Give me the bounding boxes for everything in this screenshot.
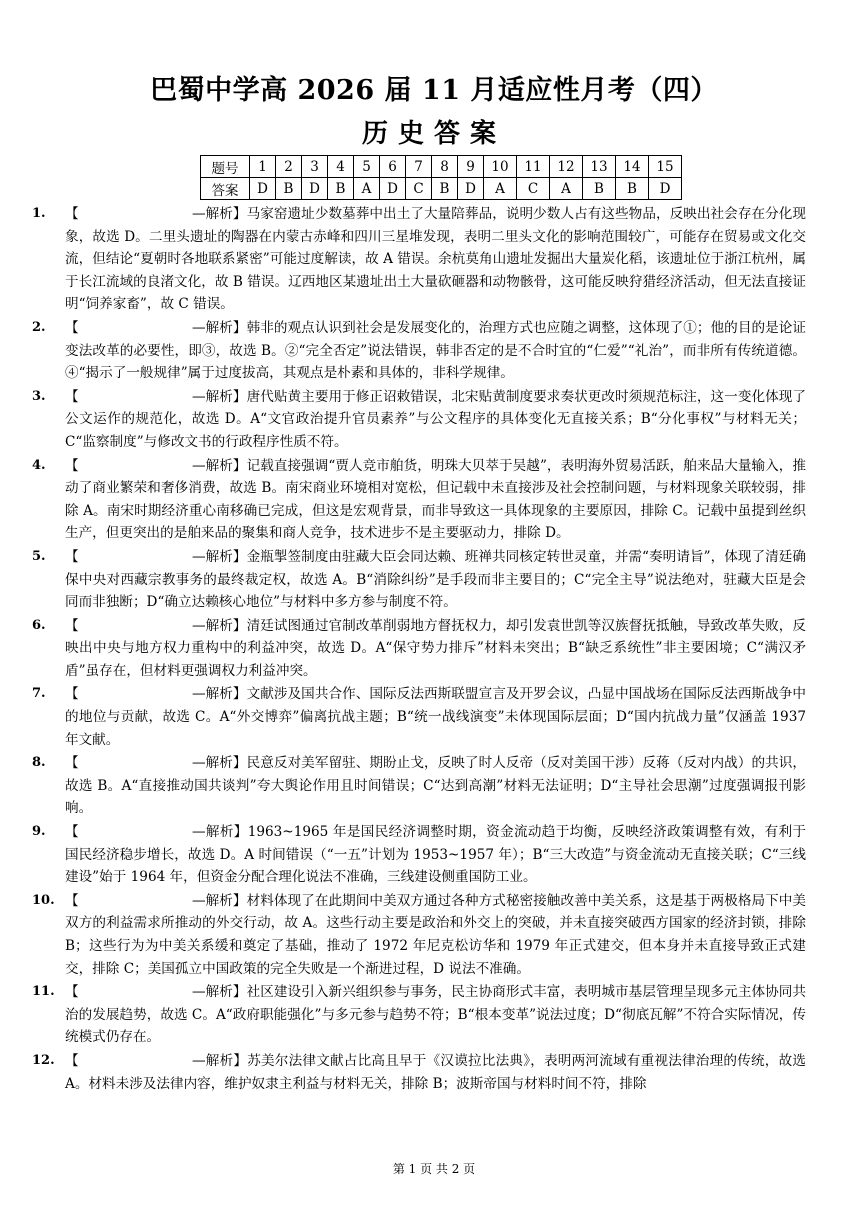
answer-cell: A	[354, 178, 380, 200]
answer-cell: B	[616, 178, 649, 200]
answer-cell: D	[250, 178, 276, 200]
explanation-item	[32, 455, 806, 545]
explanation-item	[32, 615, 806, 683]
exam-title: 巴蜀中学高 2026 届 11 月适应性月考（四）	[150, 75, 718, 106]
item-text: 唐代贴黄主要用于修正诏敕错误，北宋贴黄制度要求奏状更改时须规范标注，这一变化体现了公文运作的规范化，故选 D。A“文官政治提升官员素养”与公文程序的具体变化无直接关系；B“分化事权”与材料无关；C“监察制度”与修改文书的行政程序性质不符。	[65, 388, 807, 450]
item-bracket-open: 【	[65, 617, 79, 634]
answer-cell: A	[550, 178, 583, 200]
item-analysis-tag: —解析】	[192, 892, 247, 909]
answer-cell: D	[649, 178, 682, 200]
item-analysis-tag: —解析】	[192, 984, 247, 1001]
item-bracket-open: 【	[65, 892, 79, 909]
item-analysis-tag: —解析】	[192, 824, 248, 841]
item-text: 清廷试图通过官制改革削弱地方督抚权力，却引发袁世凯等汉族督抚抵触，导致改革失败，反映出中央与地方权力重构中的利益冲突，故选 D。A“保守势力排斥”材料未突出；B“缺乏系统性”非主要困境；C“满汉矛盾”虽存在，但材料更强调权力利益冲突。	[65, 617, 807, 679]
item-number: 3.	[32, 388, 46, 404]
answer-cell: B	[583, 178, 616, 200]
answer-row	[201, 178, 682, 200]
item-bracket-open: 【	[65, 457, 79, 474]
explanation-item	[32, 821, 806, 889]
explanation-item	[32, 890, 806, 980]
item-analysis-tag: —解析】	[192, 617, 247, 634]
explanation-item	[32, 317, 806, 385]
explanation-item	[32, 1050, 806, 1095]
question-number: 1	[250, 156, 276, 178]
item-number: 7.	[32, 686, 46, 702]
item-bracket-open: 【	[65, 1052, 79, 1069]
item-text: 记载直接强调“贾人竞市舶货，明珠大贝萃于吴越”，表明海外贸易活跃，舶来品大量输入，推动了商业繁荣和奢侈消费，故选 B。南宋商业环境相对宽松，但记载中未直接涉及社会控制问题，与材料现象关联较弱，排除 A。南宋时期经济重心南移确已完成，但这是宏观背景，而非导致这一具体现象的主要原因，排除 C。记载中虽提到丝织生产，但更突出的是舶来品的聚集和商人竞争，技术进步不是主要驱动力，排除 D。	[65, 457, 807, 542]
item-number: 10.	[32, 892, 55, 908]
item-number: 9.	[32, 824, 46, 840]
item-number: 11.	[32, 984, 55, 1000]
question-number: 8	[432, 156, 458, 178]
item-analysis-tag: —解析】	[192, 686, 247, 703]
item-text: 苏美尔法律文献占比高且早于《汉谟拉比法典》，表明两河流域有重视法律治理的传统，故选 A。材料未涉及法律内容，维护奴隶主利益与材料无关，排除 B；波斯帝国与材料时间不符，排除	[65, 1052, 806, 1092]
item-number: 4.	[32, 457, 46, 473]
item-number: 8.	[32, 755, 46, 771]
answer-cell: C	[406, 178, 432, 200]
question-number: 7	[406, 156, 432, 178]
item-text: 韩非的观点认识到社会是发展变化的，治理方式也应随之调整，这体现了①；他的目的是论证变法改革的必要性，即③，故选 B。②“完全否定”说法错误，韩非否定的是不合时宜的“仁爱”“礼治”，而非所有传统道德。④“揭示了一般规律”属于过度拔高，其观点是朴素和具体的，非科学规律。	[65, 319, 807, 382]
explanation-item	[32, 386, 806, 454]
item-bracket-open: 【	[65, 755, 79, 772]
answer-table	[200, 155, 682, 200]
answer-cell: A	[484, 178, 517, 200]
explanation-item	[32, 546, 806, 614]
item-analysis-tag: —解析】	[192, 548, 247, 565]
question-number: 2	[276, 156, 302, 178]
item-bracket-open: 【	[65, 319, 79, 336]
item-text: 文献涉及国共合作、国际反法西斯联盟宣言及开罗会议，凸显中国战场在国际反法西斯战争中的地位与贡献，故选 C。A“外交博弈”偏离抗战主题；B“统一战线演变”未体现国际层面；D“国内抗战力量”仅涵盖 1937 年文献。	[65, 686, 807, 748]
item-analysis-tag: —解析】	[192, 388, 247, 405]
item-analysis-tag: —解析】	[192, 319, 247, 336]
item-text: 民意反对美军留驻、期盼止戈，反映了时人反帝（反对美国干涉）反蒋（反对内战）的共识，故选 B。A“直接推动国共谈判”夸大舆论作用且时间错误；C“达到高潮”材料无法证明；D“主导社会思潮”过度强调报刊影响。	[65, 755, 807, 817]
item-number: 6.	[32, 617, 46, 633]
item-bracket-open: 【	[65, 206, 79, 222]
question-number: 9	[458, 156, 484, 178]
item-text: 社区建设引入新兴组织参与事务，民主协商形式丰富，表明城市基层管理呈现多元主体协同共治的发展趋势，故选 C。A“政府职能强化”与多元参与趋势不符；B“根本变革”说法过度；D“彻底瓦解”不符合实际情况，传统模式仍存在。	[65, 984, 807, 1046]
item-bracket-open: 【	[65, 824, 79, 841]
explanation-item	[32, 752, 806, 820]
answer-cell: D	[458, 178, 484, 200]
item-analysis-tag: —解析】	[192, 755, 247, 772]
item-number: 1.	[32, 206, 46, 221]
explanation-item	[32, 683, 806, 751]
row-label-answer: 答案	[201, 178, 250, 200]
question-number: 15	[649, 156, 682, 178]
subject-title: 历史答案	[361, 119, 506, 149]
page-footer: 第 1 页 共 2 页	[392, 1162, 476, 1176]
question-number: 6	[380, 156, 406, 178]
explanation-list	[32, 203, 806, 1096]
answer-cell: B	[276, 178, 302, 200]
question-number: 13	[583, 156, 616, 178]
row-label-question: 题号	[201, 156, 250, 178]
answer-cell: D	[302, 178, 328, 200]
question-number: 4	[328, 156, 354, 178]
question-number-row	[201, 156, 682, 178]
item-bracket-open: 【	[65, 686, 79, 703]
item-text: 材料体现了在此期间中美双方通过各种方式秘密接触改善中美关系，这是基于两极格局下中美双方的利益需求所推动的外交行动，故 A。这些行动主要是政治和外交上的突破，并未直接突破西方国家的经济封锁，排除 B；这些行为为中美关系缓和奠定了基础，推动了 1972 年尼克松访华和 1979 年正式建交，但本身并未直接导致正式建交，排除 C；美国孤立中国政策的完全失败是一个渐进过程，D 说法不准确。	[65, 892, 807, 977]
question-number: 11	[517, 156, 550, 178]
answer-cell: B	[328, 178, 354, 200]
explanation-item	[32, 203, 806, 316]
answer-cell: B	[432, 178, 458, 200]
item-bracket-open: 【	[65, 548, 79, 565]
item-analysis-tag: —解析】	[192, 1052, 248, 1069]
question-number: 12	[550, 156, 583, 178]
question-number: 14	[616, 156, 649, 178]
explanation-item	[32, 981, 806, 1049]
answer-cell: D	[380, 178, 406, 200]
item-number: 12.	[32, 1052, 55, 1068]
item-text: 1963~1965 年是国民经济调整时期，资金流动趋于均衡，反映经济政策调整有效，有利于国民经济稳步增长，故选 D。A 时间错误（“一五”计划为 1953~1957 年）；B“三大改造”与资金流动无直接关联；C“三线建设”始于 1964 年，但资金分配合理化说法不准确，三线建设侧重国防工业。	[65, 824, 807, 886]
question-number: 3	[302, 156, 328, 178]
item-number: 5.	[32, 548, 46, 564]
item-analysis-tag: —解析】	[192, 206, 247, 222]
question-number: 5	[354, 156, 380, 178]
item-bracket-open: 【	[65, 984, 79, 1001]
question-number: 10	[484, 156, 517, 178]
item-bracket-open: 【	[65, 388, 79, 405]
item-analysis-tag: —解析】	[192, 457, 247, 474]
item-text: 马家窑遗址少数墓葬中出土了大量陪葬品，说明少数人占有这些物品，反映出社会存在分化现象，故选 D。二里头遗址的陶器在内蒙古赤峰和四川三星堆发现，表明二里头文化的影响范围较广，可能存在贸易或文化交流，但结论“夏朝时各地联系紧密”可能过度解读，故 A 错误。余杭莫角山遗址发掘出大量炭化稻，该遗址位于浙江杭州，属于长江流域的良渚文化，故 B 错误。辽西地区某遗址出土大量砍砸器和动物骸骨，这可能反映狩猎经济活动，但无法直接证明“饲养家畜”，故 C 错误。	[65, 206, 807, 313]
item-text: 金瓶掣签制度由驻藏大臣会同达赖、班禅共同核定转世灵童，并需“奏明请旨”，体现了清廷确保中央对西藏宗教事务的最终裁定权，故选 A。B“消除纠纷”是手段而非主要目的；C“完全主导”说法绝对，驻藏大臣是会同而非独断；D“确立达赖核心地位”与材料中多方参与制度不符。	[65, 548, 807, 611]
item-number: 2.	[32, 319, 46, 335]
answer-cell: C	[517, 178, 550, 200]
